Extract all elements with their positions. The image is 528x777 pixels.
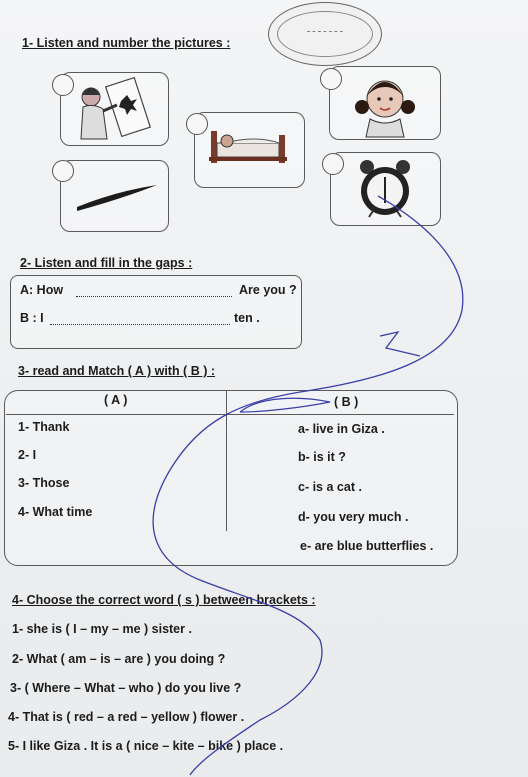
choose-item-5: 5- I like Giza . It is a ( nice – kite – bike ) place . bbox=[8, 739, 284, 753]
choose-item-3: 3- ( Where – What – who ) do you live ? bbox=[10, 681, 242, 695]
header-a: ( A ) bbox=[104, 393, 128, 407]
match-b-d: d- you very much . bbox=[298, 510, 409, 524]
match-a-1: 1- Thank bbox=[18, 420, 70, 434]
header-b: ( B ) bbox=[334, 395, 359, 409]
match-b-c: c- is a cat . bbox=[298, 480, 362, 494]
pen-scribble-stroke bbox=[153, 196, 463, 775]
section4-title: 4- Choose the correct word ( s ) between brackets : bbox=[12, 593, 316, 607]
match-a-2: 2- I bbox=[18, 448, 37, 462]
match-b-a: a- live in Giza . bbox=[298, 422, 385, 436]
match-b-b: b- is it ? bbox=[298, 450, 346, 464]
match-a-3: 3- Those bbox=[18, 476, 70, 490]
choose-item-2: 2- What ( am – is – are ) you doing ? bbox=[12, 652, 226, 666]
choose-item-1: 1- she is ( I – my – me ) sister . bbox=[12, 622, 192, 636]
pen-scribble-loop bbox=[240, 398, 330, 412]
match-b-e: e- are blue butterflies . bbox=[300, 539, 434, 553]
stamp-text: ـ ـ ـ ـ ـ ـ ـ bbox=[307, 25, 343, 35]
pen-scribble-arrow bbox=[380, 332, 420, 356]
section3-title: 3- read and Match ( A ) with ( B ) : bbox=[18, 364, 215, 378]
line-b-suffix: ten . bbox=[234, 311, 260, 325]
choose-item-4: 4- That is ( red – a red – yellow ) flower . bbox=[8, 710, 245, 724]
line-b-prefix: B : I bbox=[20, 311, 44, 325]
match-a-4: 4- What time bbox=[18, 505, 93, 519]
line-a-prefix: A: How bbox=[20, 283, 64, 297]
section2-title: 2- Listen and fill in the gaps : bbox=[20, 256, 193, 270]
line-a-suffix: Are you ? bbox=[239, 283, 297, 297]
section1-title: 1- Listen and number the pictures : bbox=[22, 36, 231, 50]
